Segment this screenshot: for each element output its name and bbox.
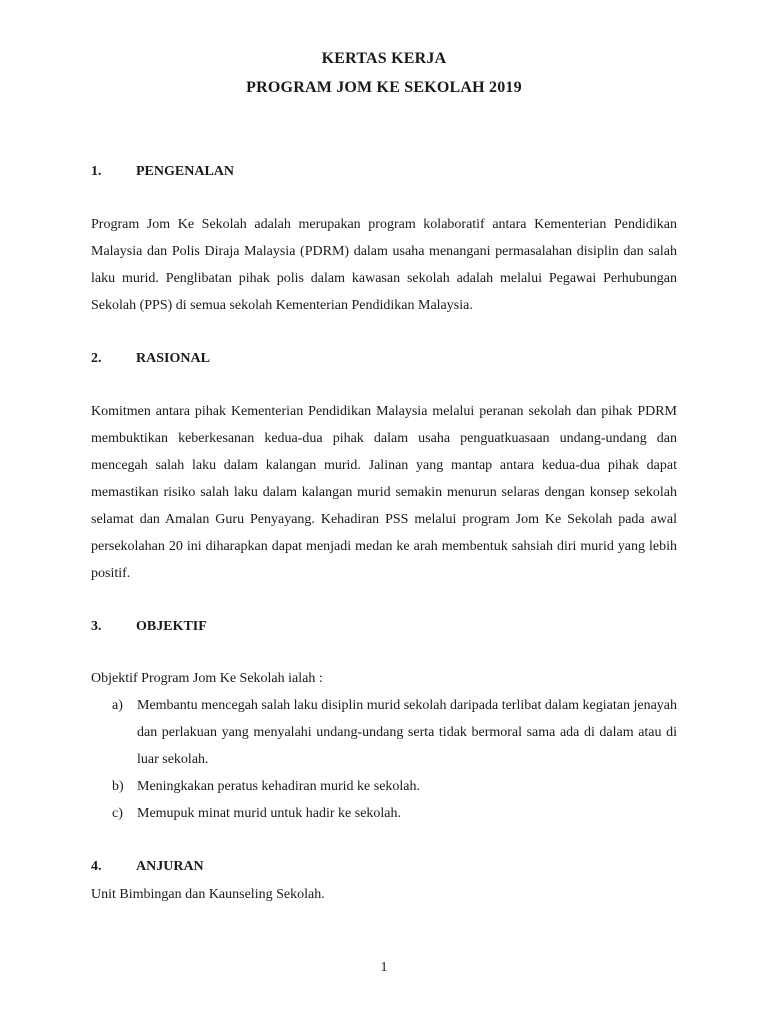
document-subtitle: PROGRAM JOM KE SEKOLAH 2019: [246, 79, 522, 96]
section-body-pengenalan: Program Jom Ke Sekolah adalah merupakan program kolaboratif antara Kementerian Pendidikan Malaysia dan Polis Diraja Malaysia (PDRM) dalam usaha menangani permasalahan disiplin dan salah laku murid. Penglibatan pihak polis dalam kawasan sekolah adalah melalui Pegawai Perhubungan Sekolah (PPS) di semua sekolah Kementerian Pendidikan Malaysia.: [91, 217, 677, 313]
list-marker: a): [112, 698, 123, 713]
list-item: [91, 773, 677, 800]
list-item-text: Membantu mencegah salah laku disiplin murid sekolah daripada terlibat dalam kegiatan jenayah dan perlakuan yang menyalahi undang-undang serta tidak bermoral sama ada di dalam atau di luar sekolah.: [137, 698, 677, 767]
section-number: 1.: [91, 164, 102, 179]
section-number: 4.: [91, 859, 102, 874]
list-marker: b): [112, 779, 124, 794]
list-item: [91, 692, 677, 773]
section-number: 2.: [91, 351, 102, 366]
objective-list: [91, 692, 677, 827]
list-item: [91, 800, 677, 827]
section-title: OBJEKTIF: [136, 619, 207, 634]
list-item-text: Meningkakan peratus kehadiran murid ke sekolah.: [137, 779, 421, 794]
section-title: ANJURAN: [136, 859, 204, 874]
section-title: PENGENALAN: [136, 164, 235, 179]
section-heading-anjuran: [91, 859, 204, 875]
section-heading-pengenalan: [91, 164, 234, 180]
page-number: 1: [380, 960, 388, 975]
objective-intro: Objektif Program Jom Ke Sekolah ialah :: [91, 671, 323, 686]
section-number: 3.: [91, 619, 102, 634]
list-item-text: Memupuk minat murid untuk hadir ke sekolah.: [137, 806, 402, 821]
section-title: RASIONAL: [136, 351, 210, 366]
section-body-rasional: Komitmen antara pihak Kementerian Pendidikan Malaysia melalui peranan sekolah dan pihak PDRM membuktikan keberkesanan kedua-dua pihak dalam usaha penguatkuasaan undang-undang dan mencegah salah laku dalam kalangan murid. Jalinan yang mantap antara kedua-dua pihak dapat memastikan risiko salah laku dalam kalangan murid semakin menurun selaras dengan konsep sekolah selamat dan Amalan Guru Penyayang. Kehadiran PSS melalui program Jom Ke Sekolah pada awal persekolahan 20 ini diharapkan dapat menjadi medan ke arah membentuk sahsiah diri murid yang lebih positif.: [91, 404, 677, 581]
section-heading-rasional: [91, 351, 210, 367]
section-heading-objektif: [91, 619, 207, 635]
document-title: KERTAS KERJA: [321, 50, 447, 67]
section-body-anjuran: Unit Bimbingan dan Kaunseling Sekolah.: [91, 887, 325, 902]
list-marker: c): [112, 806, 123, 821]
